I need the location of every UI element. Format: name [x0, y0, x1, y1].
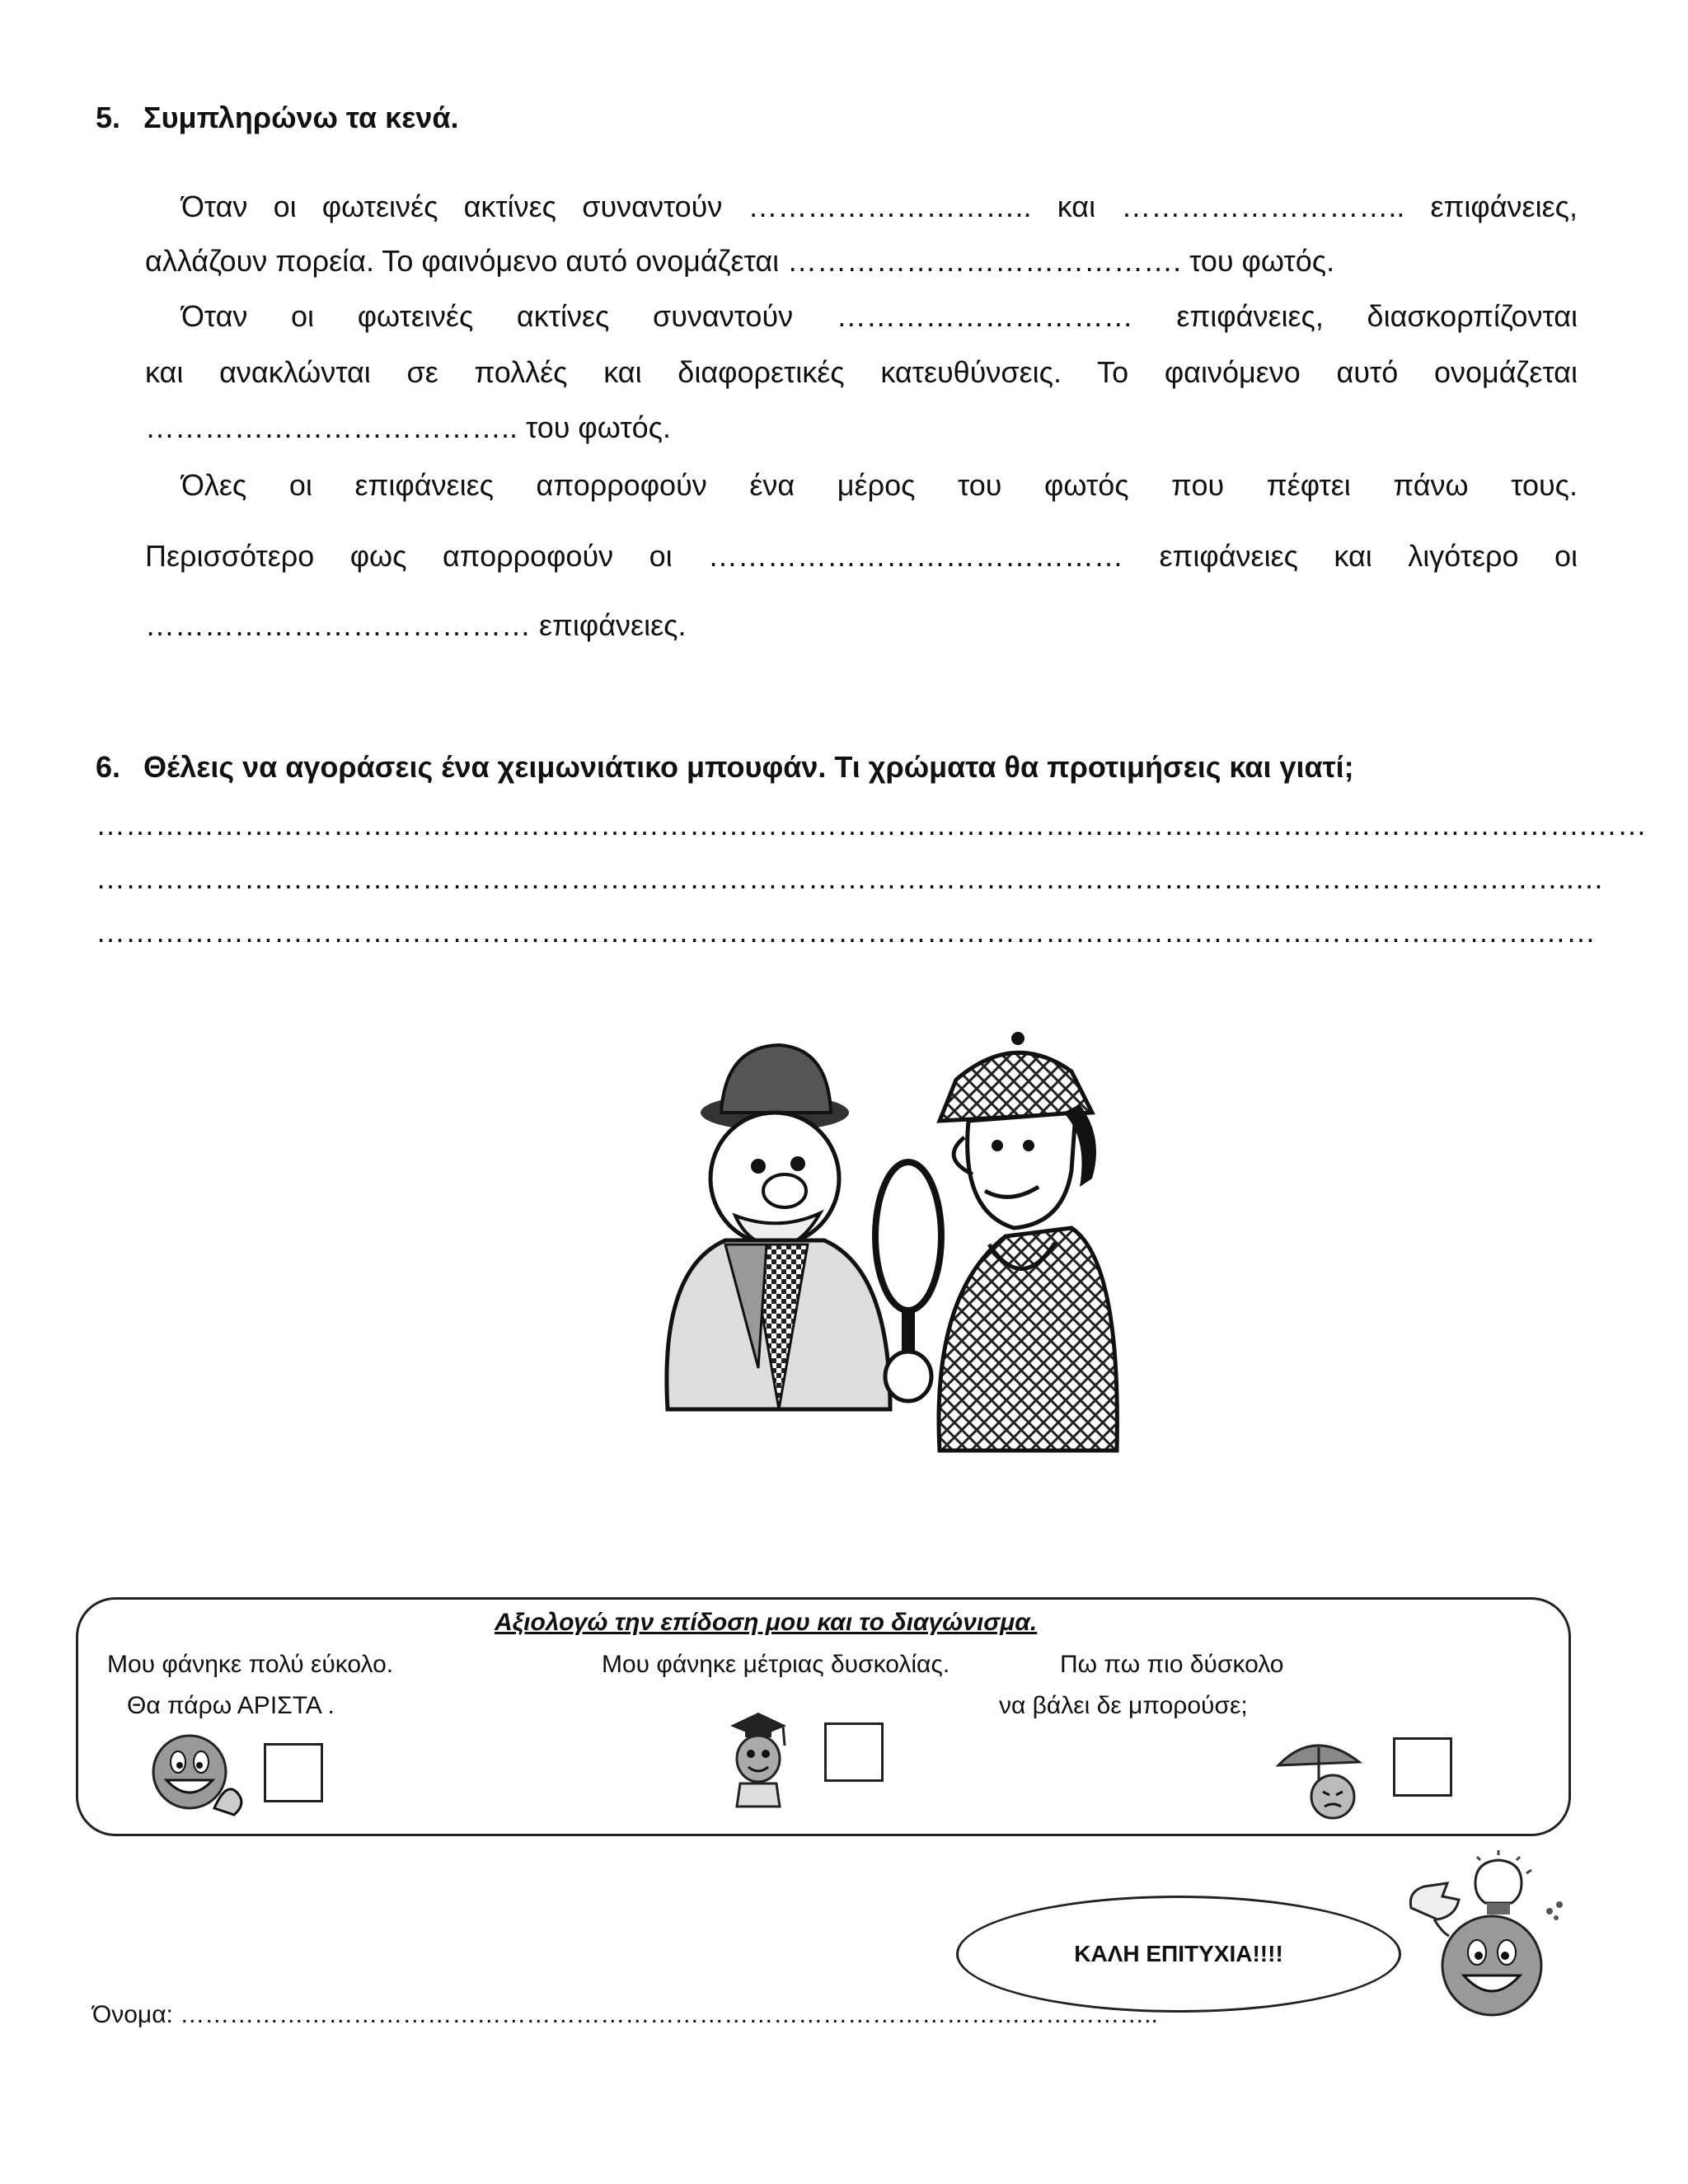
question-5-title: Συμπληρώνω τα κενά.: [143, 101, 459, 134]
checkbox-medium[interactable]: [824, 1722, 884, 1782]
question-6-title: Θέλεις να αγοράσεις ένα χειμωνιάτικο μπουφάν. Τι χρώματα θα προτιμήσεις και γιατί;: [143, 750, 1354, 784]
q5-line-5: ……………………………….. του φωτός.: [145, 410, 671, 444]
sherlock-figure: [939, 1032, 1117, 1451]
question-5-heading: [96, 101, 458, 135]
umbrella-smiley-icon: [1273, 1731, 1372, 1821]
checkbox-hard[interactable]: [1393, 1737, 1452, 1797]
q5-line-7: Περισσότερο φως απορροφούν οι …………………………………… επιφάνειες και λιγότερο οι: [145, 539, 1578, 573]
question-6-heading: [96, 750, 1354, 785]
watson-figure: [667, 1045, 890, 1409]
answer-line-2[interactable]: …………………………………………………………………………………………………………………………….……..…: [96, 861, 1605, 895]
answer-line-3[interactable]: ……………………………………………………………………………………………………………………….……….……: [96, 915, 1597, 949]
question-5-number: 5.: [96, 101, 121, 134]
q5-line-6: Όλες οι επιφάνειες απορροφούν ένα μέρος του φωτός που πέφτει πάνω τους.: [181, 468, 1578, 502]
q5-line-2: αλλάζουν πορεία. Το φαινόμενο αυτό ονομάζεται …………………………………. του φωτός.: [145, 244, 1335, 278]
q5-line-1: Όταν οι φωτεινές ακτίνες συναντούν ……………………….. και ……………………….. επιφάνειες,: [181, 190, 1578, 223]
option-medium-label: Μου φάνηκε μέτριας δυσκολίας.: [602, 1651, 950, 1678]
name-field[interactable]: Όνομα: ………………………………………………………………………………………………………..: [92, 2001, 1158, 2028]
option-hard-sublabel: να βάλει δε μπορούσε;: [999, 1692, 1248, 1719]
evaluation-title: Αξιολογώ την επίδοση μου και το διαγώνισμα.: [495, 1609, 1038, 1636]
option-hard-label: Πω πω πιο δύσκολο: [1060, 1651, 1284, 1678]
q5-line-4: και ανακλώνται σε πολλές και διαφορετικές κατευθύνσεις. Το φαινόμενο αυτό ονομάζεται: [145, 355, 1578, 389]
graduate-smiley-icon: [725, 1708, 791, 1810]
checkbox-easy[interactable]: [264, 1743, 323, 1802]
q5-line-8: ………………………………… επιφάνειες.: [145, 608, 687, 642]
lightbulb-smiley-icon: [1401, 1850, 1574, 2032]
answer-line-1[interactable]: …………………………………………………………………………………………………………………………………….……: [96, 808, 1648, 841]
happy-smiley-icon: [148, 1729, 249, 1820]
option-easy-label: Μου φάνηκε πολύ εύκολο.: [107, 1651, 394, 1678]
detectives-illustration: [643, 1022, 1121, 1451]
option-easy-sublabel: Θα πάρω ΑΡΙΣΤΑ .: [127, 1692, 335, 1719]
question-6-number: 6.: [96, 750, 121, 784]
good-luck-bubble: ΚΑΛΗ ΕΠΙΤΥΧΙΑ!!!!: [956, 1896, 1401, 2013]
q5-line-3: Όταν οι φωτεινές ακτίνες συναντούν ………………………… επιφάνειες, διασκορπίζονται: [181, 299, 1578, 333]
